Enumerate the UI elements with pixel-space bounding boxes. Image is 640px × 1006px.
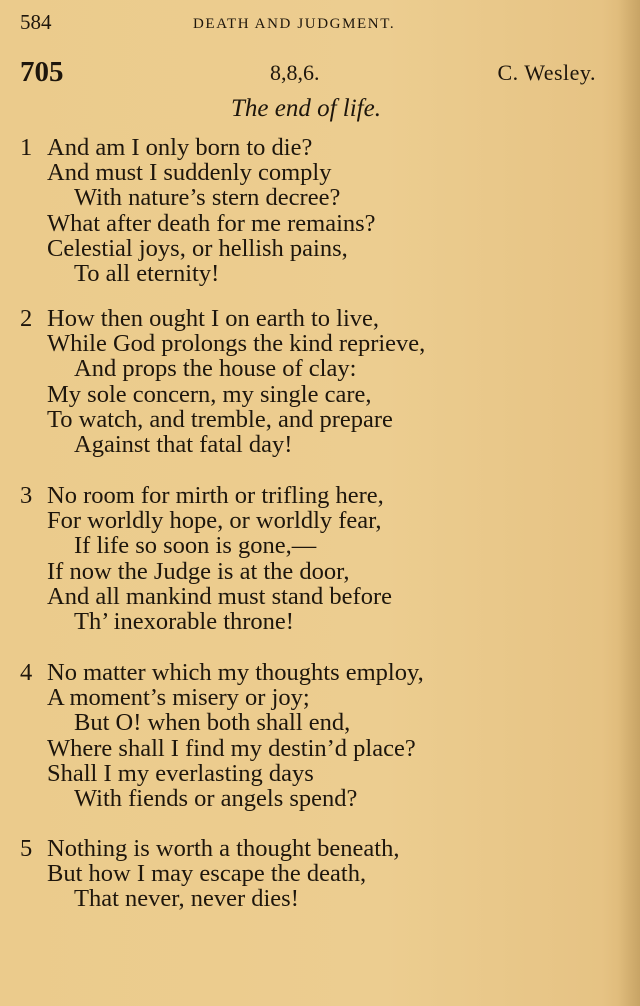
stanza-4 — [20, 660, 610, 811]
stanza-2 — [20, 306, 610, 457]
verse-line: Shall I my everlasting days — [47, 759, 314, 787]
hymn-subtitle: The end of life. — [231, 95, 381, 122]
verse-line: With nature’s stern decree? — [74, 184, 341, 212]
verse-line: Th’ inexorable throne! — [74, 607, 294, 635]
page-number: 584 — [20, 10, 52, 34]
verse-line: If life so soon is gone,— — [74, 532, 317, 560]
verse-line: No matter which my thoughts employ, — [47, 659, 424, 686]
hymn-number: 705 — [20, 56, 64, 88]
verse-line: And must I suddenly comply — [47, 159, 332, 187]
verse-line: To watch, and tremble, and prepare — [47, 405, 393, 433]
verse-line: And props the house of clay: — [74, 355, 357, 383]
verse-line: That never, never dies! — [74, 885, 299, 913]
stanza-3 — [20, 483, 610, 634]
stanza-5 — [20, 836, 610, 912]
stanza-number: 5 — [20, 835, 33, 862]
verse-line: Nothing is worth a thought beneath, — [47, 835, 400, 862]
running-title: DEATH AND JUDGMENT. — [193, 16, 396, 32]
hymn-meter: 8,8,6. — [270, 60, 320, 85]
verse-line: And am I only born to die? — [47, 134, 313, 161]
stanza-1 — [20, 135, 610, 286]
verse-line: But O! when both shall end, — [74, 709, 351, 737]
verse-line: To all eternity! — [74, 259, 220, 287]
hymn-author: C. Wesley. — [497, 60, 596, 85]
verse-line: Where shall I find my destin’d place? — [47, 734, 416, 762]
verse-line: And all mankind must stand before — [47, 582, 392, 610]
stanza-number: 2 — [20, 305, 33, 332]
verse-line: But how I may escape the death, — [47, 860, 367, 888]
verse-line: How then ought I on earth to live, — [47, 305, 380, 332]
verse-line: With fiends or angels spend? — [74, 784, 358, 812]
running-header — [20, 8, 616, 38]
verse-line: While God prolongs the kind reprieve, — [47, 330, 426, 358]
verse-line: Against that fatal day! — [74, 430, 293, 458]
verse-line: What after death for me remains? — [47, 209, 376, 237]
verse-line: A moment’s misery or joy; — [47, 684, 310, 712]
verse-line: My sole concern, my single care, — [47, 380, 372, 408]
stanza-number: 3 — [20, 482, 33, 509]
verse-line: For worldly hope, or worldly fear, — [47, 507, 382, 535]
verse-line: Celestial joys, or hellish pains, — [47, 234, 348, 262]
verse-line: If now the Judge is at the door, — [47, 557, 350, 585]
stanza-number: 4 — [20, 659, 33, 686]
page-edge-shadow — [618, 0, 640, 1006]
verse-line: No room for mirth or trifling here, — [47, 482, 384, 509]
stanza-number: 1 — [20, 134, 33, 161]
hymn-heading — [20, 56, 596, 92]
